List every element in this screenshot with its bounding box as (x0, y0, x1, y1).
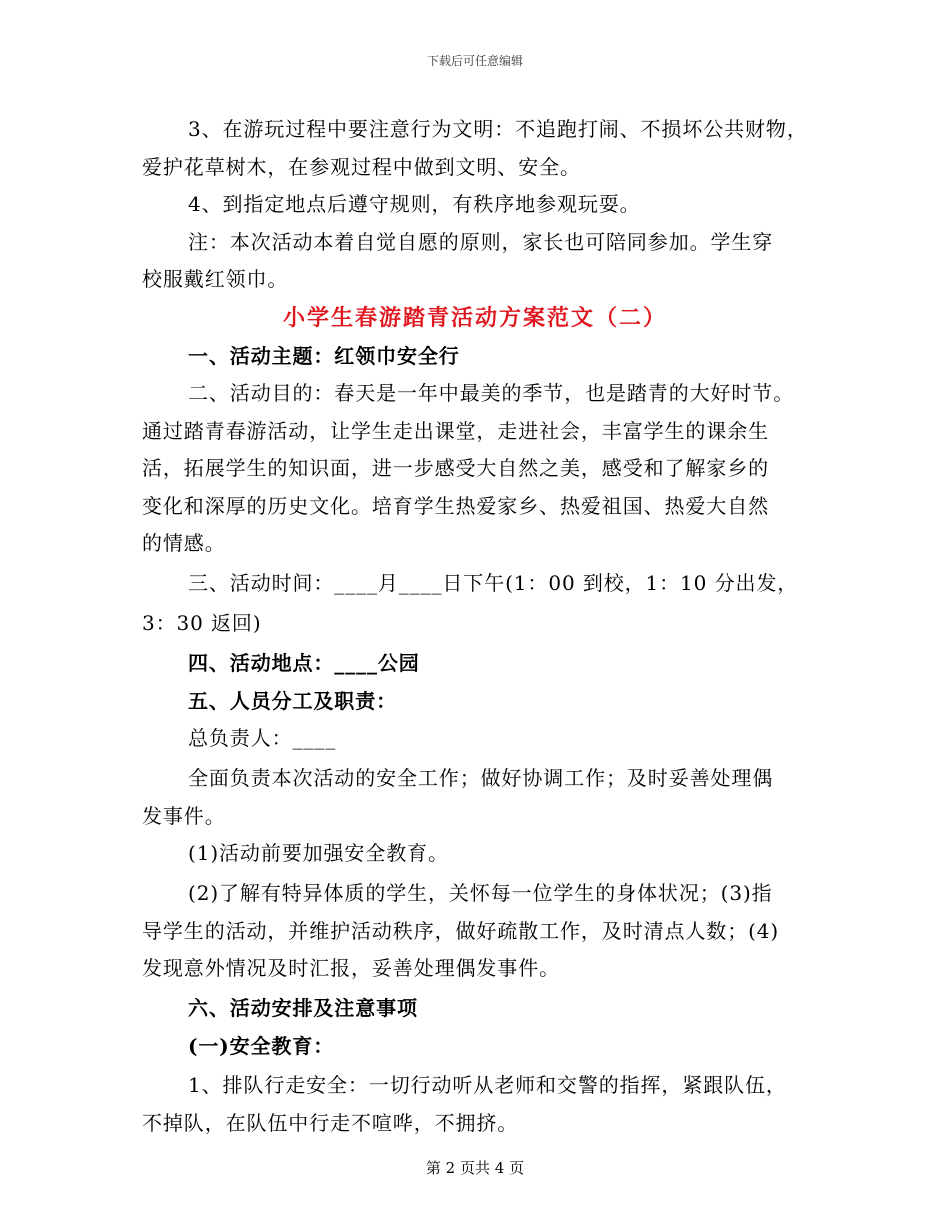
section-heading: 五、人员分工及职责： (188, 688, 397, 713)
paragraph-line: 3：30 返回) (142, 610, 262, 635)
list-item: (1)活动前要加强安全教育。 (188, 841, 449, 865)
paragraph-line: 活，拓展学生的知识面，进一步感受大自然之美，感受和了解家乡的 (142, 456, 769, 480)
list-item: (2)了解有特异体质的学生，关怀每一位学生的身体状况；(3)指 (188, 880, 773, 905)
paragraph-line: 不掉队，在队伍中行走不喧哗，不拥挤。 (142, 1111, 519, 1135)
paragraph-line: 发事件。 (142, 803, 226, 828)
section-heading: 四、活动地点：____公园 (188, 650, 420, 675)
paragraph-line: 总负责人：____ (188, 726, 337, 750)
paragraph-line: 通过踏青春游活动，让学生走出课堂，走进社会，丰富学生的课余生 (142, 418, 769, 443)
section-heading: 一、活动主题：红领巾安全行 (188, 343, 460, 368)
paragraph-line: 3、在游玩过程中要注意行为文明：不追跑打闹、不损坏公共财物， (188, 117, 808, 141)
document-body (142, 111, 808, 1143)
page-footer: 第 2 页共 4 页 (425, 1159, 525, 1177)
section-title: 小学生春游踏青活动方案范文（二） (282, 304, 667, 331)
section-heading: 六、活动安排及注意事项 (188, 995, 418, 1020)
paragraph-line: 二、活动目的：春天是一年中最美的季节，也是踏青的大好时节。 (188, 381, 795, 405)
list-item: 发现意外情况及时汇报，妥善处理偶发事件。 (142, 956, 560, 980)
paragraph-line: 三、活动时间：____月____日下午(1：00 到校，1：10 分出发， (188, 570, 799, 595)
paragraph-line: 的情感。 (142, 531, 226, 555)
paragraph-line: 4、到指定地点后遵守规则，有秩序地参观玩耍。 (188, 192, 641, 216)
list-item: 导学生的活动，并维护活动秩序，做好疏散工作，及时清点人数；(4) (142, 918, 780, 943)
paragraph-line: 1、排队行走安全：一切行动听从老师和交警的指挥，紧跟队伍， (188, 1073, 787, 1097)
paragraph-line: 爱护花草树木，在参观过程中做到文明、安全。 (142, 154, 581, 179)
subsection-heading: (一)安全教育： (188, 1033, 335, 1058)
note-line: 校服戴红领巾。 (142, 267, 289, 291)
page-header: 下载后可任意编辑 (426, 54, 523, 68)
paragraph-line: 全面负责本次活动的安全工作；做好协调工作；及时妥善处理偶 (188, 765, 774, 790)
paragraph-line: 变化和深厚的历史文化。培育学生热爱家乡、热爱祖国、热爱大自然 (142, 493, 769, 518)
note-line: 注：本次活动本着自觉自愿的原则，家长也可陪同参加。学生穿 (188, 229, 774, 254)
